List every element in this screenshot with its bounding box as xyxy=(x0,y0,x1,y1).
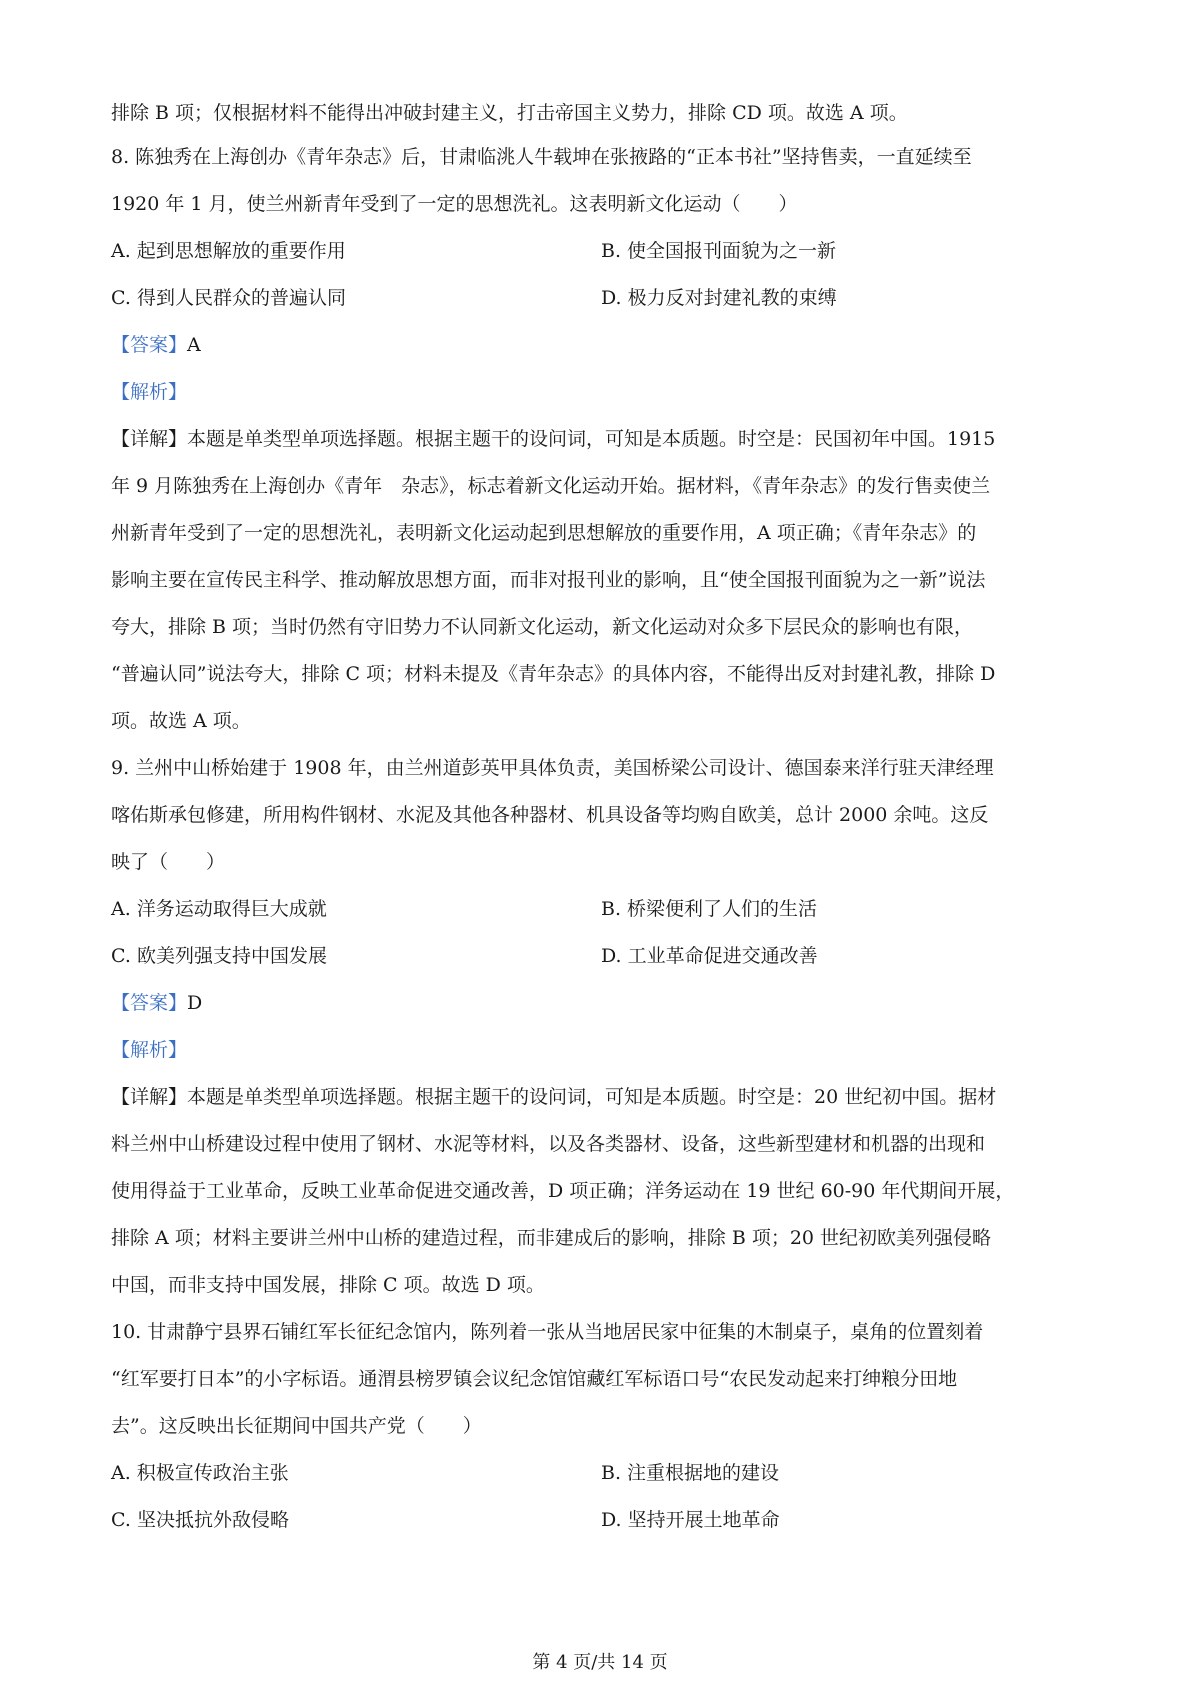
question-9-options-row xyxy=(111,933,1091,980)
question-9-option-d: D. 工业革命促进交通改善 xyxy=(601,945,818,967)
question-10-option-c: C. 坚决抵抗外敌侵略 xyxy=(111,1509,289,1531)
question-9-detail-line: 使用得益于工业革命，反映工业革命促进交通改善，D 项正确；洋务运动在 19 世纪 60-90 年代期间开展， xyxy=(111,1180,1015,1202)
question-10-option-b: B. 注重根据地的建设 xyxy=(601,1462,780,1484)
question-8-analysis-tag: 【解析】 xyxy=(111,381,188,403)
question-8-stem-line: 1920 年 1 月，使兰州新青年受到了一定的思想洗礼。这表明新文化运动（ ） xyxy=(111,193,798,215)
answer-tag: 【答案】 xyxy=(111,334,188,356)
question-9-detail-line: 料兰州中山桥建设过程中使用了钢材、水泥等材料，以及各类器材、设备，这些新型建材和机器的出现和 xyxy=(111,1133,986,1155)
question-8-detail-line: 项。故选 A 项。 xyxy=(111,710,251,732)
question-9-options-row xyxy=(111,886,1091,933)
answer-value: A xyxy=(187,334,201,356)
question-10-options-row xyxy=(111,1497,1091,1544)
page-footer: 第 4 页/共 14 页 xyxy=(532,1652,668,1673)
question-10 xyxy=(111,1309,1091,1544)
question-8-answer xyxy=(111,322,1091,369)
question-10-option-d: D. 坚持开展土地革命 xyxy=(601,1509,780,1531)
question-8-detail-line: 【详解】本题是单类型单项选择题。根据主题干的设问词，可知是本质题。时空是：民国初年中国。1915 xyxy=(111,428,996,450)
question-9-option-b: B. 桥梁便利了人们的生活 xyxy=(601,898,818,920)
question-8-option-c: C. 得到人民群众的普遍认同 xyxy=(111,287,346,309)
question-8-option-a: A. 起到思想解放的重要作用 xyxy=(111,240,346,262)
question-8-options-row xyxy=(111,228,1091,275)
question-8-options-row xyxy=(111,275,1091,322)
question-9 xyxy=(111,745,1091,1309)
question-9-stem-line: 喀佑斯承包修建，所用构件钢材、水泥及其他各种器材、机具设备等均购自欧美，总计 2000 余吨。这反 xyxy=(111,804,989,826)
question-8-option-b: B. 使全国报刊面貌为之一新 xyxy=(601,240,837,262)
question-9-detail-line: 【详解】本题是单类型单项选择题。根据主题干的设问词，可知是本质题。时空是：20 世纪初中国。据材 xyxy=(111,1086,997,1108)
intro-text: 排除 B 项；仅根据材料不能得出冲破封建主义，打击帝国主义势力，排除 CD 项。故选 A 项。 xyxy=(111,102,908,124)
question-10-stem-line: 去”。这反映出长征期间中国共产党（ ） xyxy=(111,1415,482,1437)
question-8 xyxy=(111,134,1091,745)
question-8-detail-line: “普遍认同”说法夸大，排除 C 项；材料未提及《青年杂志》的具体内容，不能得出反对封建礼教，排除 D xyxy=(111,663,996,685)
question-9-stem-line: 映了（ ） xyxy=(111,851,226,873)
document-page xyxy=(111,92,1091,1544)
question-8-detail-line: 影响主要在宣传民主科学、推动解放思想方面，而非对报刊业的影响，且“使全国报刊面貌为之一新”说法 xyxy=(111,569,986,591)
question-8-detail-line: 年 9 月陈独秀在上海创办《青年 杂志》，标志着新文化运动开始。据材料，《青年杂志》的发行售卖使兰 xyxy=(111,475,991,497)
question-9-analysis-tag: 【解析】 xyxy=(111,1039,188,1061)
question-10-stem-line: “红军要打日本”的小字标语。通渭县榜罗镇会议纪念馆馆藏红军标语口号“农民发动起来打绅粮分田地 xyxy=(111,1368,958,1390)
question-9-option-a: A. 洋务运动取得巨大成就 xyxy=(111,898,327,920)
question-9-detail-line: 中国，而非支持中国发展，排除 C 项。故选 D 项。 xyxy=(111,1274,545,1296)
question-9-stem-line: 9. 兰州中山桥始建于 1908 年，由兰州道彭英甲具体负责，美国桥梁公司设计、德国泰来洋行驻天津经理 xyxy=(111,757,994,779)
answer-tag: 【答案】 xyxy=(111,992,188,1014)
question-10-option-a: A. 积极宣传政治主张 xyxy=(111,1462,289,1484)
answer-value: D xyxy=(187,992,203,1014)
question-8-stem-line: 8. 陈独秀在上海创办《青年杂志》后，甘肃临洮人牛载坤在张掖路的“正本书社”坚持售卖，一直延续至 xyxy=(111,146,972,168)
question-9-answer xyxy=(111,980,1091,1027)
question-9-detail-line: 排除 A 项；材料主要讲兰州中山桥的建造过程，而非建成后的影响，排除 B 项；20 世纪初欧美列强侵略 xyxy=(111,1227,992,1249)
question-8-option-d: D. 极力反对封建礼教的束缚 xyxy=(601,287,837,309)
question-8-detail-line: 夸大，排除 B 项；当时仍然有守旧势力不认同新文化运动，新文化运动对众多下层民众的影响也有限， xyxy=(111,616,974,638)
question-10-stem-line: 10. 甘肃静宁县界石铺红军长征纪念馆内，陈列着一张从当地居民家中征集的木制桌子，桌角的位置刻着 xyxy=(111,1321,984,1343)
question-10-options-row xyxy=(111,1450,1091,1497)
question-9-option-c: C. 欧美列强支持中国发展 xyxy=(111,945,327,967)
question-8-detail-line: 州新青年受到了一定的思想洗礼，表明新文化运动起到思想解放的重要作用，A 项正确；《青年杂志》的 xyxy=(111,522,977,544)
